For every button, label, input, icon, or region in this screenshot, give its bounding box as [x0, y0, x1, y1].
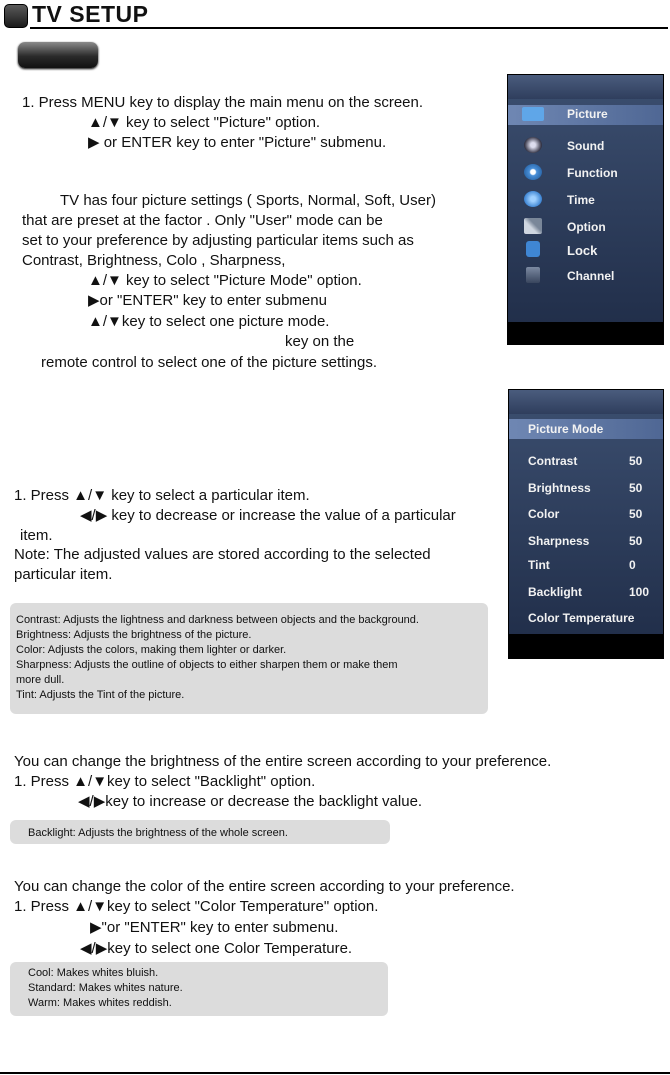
- header-rule: [30, 27, 668, 29]
- instruction-line: ▶ or ENTER key to enter "Picture" submenu.: [88, 134, 387, 151]
- page-title: TV SETUP: [32, 1, 149, 27]
- menu-bottom-bar: [508, 322, 663, 344]
- paragraph-line: You can change the brightness of the entire screen according to your preference.: [14, 753, 552, 770]
- instruction-line: remote control to select one of the picture settings.: [41, 354, 378, 371]
- menu-item-channel: Channel: [567, 269, 615, 283]
- instruction-line: ▲/▼ key to select "Picture Mode" option.: [88, 272, 362, 289]
- instruction-line: 1. Press MENU key to display the main menu on the screen.: [22, 94, 424, 111]
- menu-item-function: Function: [567, 166, 618, 180]
- lock-icon: [526, 241, 540, 257]
- paragraph-line: Contrast, Brightness, Colo , Sharpness,: [22, 252, 286, 269]
- menu-item-time: Time: [567, 193, 595, 207]
- picture-menu-screenshot: [508, 389, 664, 659]
- sound-icon: [524, 137, 542, 153]
- instruction-line: ◀/▶ key to decrease or increase the value of a particular: [80, 507, 456, 524]
- definition-line: Tint: Adjusts the Tint of the picture.: [16, 689, 185, 701]
- menu-item-sound: Sound: [567, 139, 605, 153]
- setting-label: Backlight: [528, 585, 583, 599]
- instruction-line: item.: [20, 527, 53, 544]
- paragraph-line: You can change the color of the entire screen according to your preference.: [14, 878, 515, 895]
- definition-line: Backlight: Adjusts the brightness of the whole screen.: [28, 827, 288, 839]
- instruction-line: 1. Press ▲/▼key to select "Color Temperature" option.: [14, 898, 379, 915]
- channel-icon: [526, 267, 540, 283]
- picture-mode-header: Picture Mode: [528, 422, 604, 436]
- setting-label: Color: [528, 507, 560, 521]
- setting-label: Color Temperature: [528, 611, 635, 625]
- setting-value: 50: [629, 454, 643, 468]
- function-icon: [524, 164, 542, 180]
- definition-line: Contrast: Adjusts the lightness and darkness between objects and the background.: [16, 614, 419, 626]
- setting-value: 0: [629, 558, 636, 572]
- instruction-line: ◀/▶key to select one Color Temperature.: [80, 940, 353, 957]
- menu-item-lock: Lock: [567, 243, 598, 258]
- setting-value: 50: [629, 534, 643, 548]
- instruction-line: 1. Press ▲/▼key to select "Backlight" option.: [14, 773, 316, 790]
- paragraph-line: TV has four picture settings ( Sports, Normal, Soft, User): [60, 192, 436, 209]
- header-badge-icon: [4, 4, 28, 28]
- instruction-line: ▲/▼key to select one picture mode.: [88, 313, 330, 330]
- instruction-line: ▶"or "ENTER" key to enter submenu.: [90, 919, 339, 936]
- instruction-line: ▲/▼ key to select "Picture" option.: [88, 114, 321, 131]
- main-menu-screenshot: [507, 74, 664, 345]
- definition-line: Warm: Makes whites reddish.: [28, 997, 172, 1009]
- time-icon: [524, 191, 542, 207]
- setting-value: 50: [629, 481, 643, 495]
- section-pill-icon: [18, 42, 98, 68]
- menu-item-picture: Picture: [567, 107, 608, 121]
- definition-line: Cool: Makes whites bluish.: [28, 967, 159, 979]
- menu-bottom-bar: [509, 634, 663, 658]
- setting-value: 100: [629, 585, 650, 599]
- definition-line: Sharpness: Adjusts the outline of objects to either sharpen them or make them: [16, 659, 398, 671]
- setting-value: 50: [629, 507, 643, 521]
- note-line: Note: The adjusted values are stored according to the selected: [14, 546, 431, 563]
- note-line: particular item.: [14, 566, 113, 583]
- setting-label: Contrast: [528, 454, 578, 468]
- menu-top-strip: [509, 390, 663, 414]
- instruction-line: 1. Press ▲/▼ key to select a particular item.: [14, 487, 310, 504]
- definition-line: Brightness: Adjusts the brightness of the picture.: [16, 629, 252, 641]
- definition-line: Color: Adjusts the colors, making them lighter or darker.: [16, 644, 287, 656]
- option-icon: [524, 218, 542, 234]
- paragraph-line: that are preset at the factor . Only "User" mode can be: [22, 212, 383, 229]
- menu-item-option: Option: [567, 220, 606, 234]
- instruction-line: key on the: [285, 333, 355, 350]
- definition-line: Standard: Makes whites nature.: [28, 982, 183, 994]
- paragraph-line: set to your preference by adjusting particular items such as: [22, 232, 414, 249]
- setting-label: Sharpness: [528, 534, 590, 548]
- footer-rule: [0, 1072, 670, 1074]
- picture-icon: [522, 107, 544, 121]
- setting-label: Tint: [528, 558, 550, 572]
- instruction-line: ◀/▶key to increase or decrease the backlight value.: [78, 793, 423, 810]
- setting-label: Brightness: [528, 481, 591, 495]
- instruction-line: ▶or "ENTER" key to enter submenu: [88, 292, 327, 309]
- definition-line: more dull.: [16, 674, 65, 686]
- menu-top-strip: [508, 75, 663, 99]
